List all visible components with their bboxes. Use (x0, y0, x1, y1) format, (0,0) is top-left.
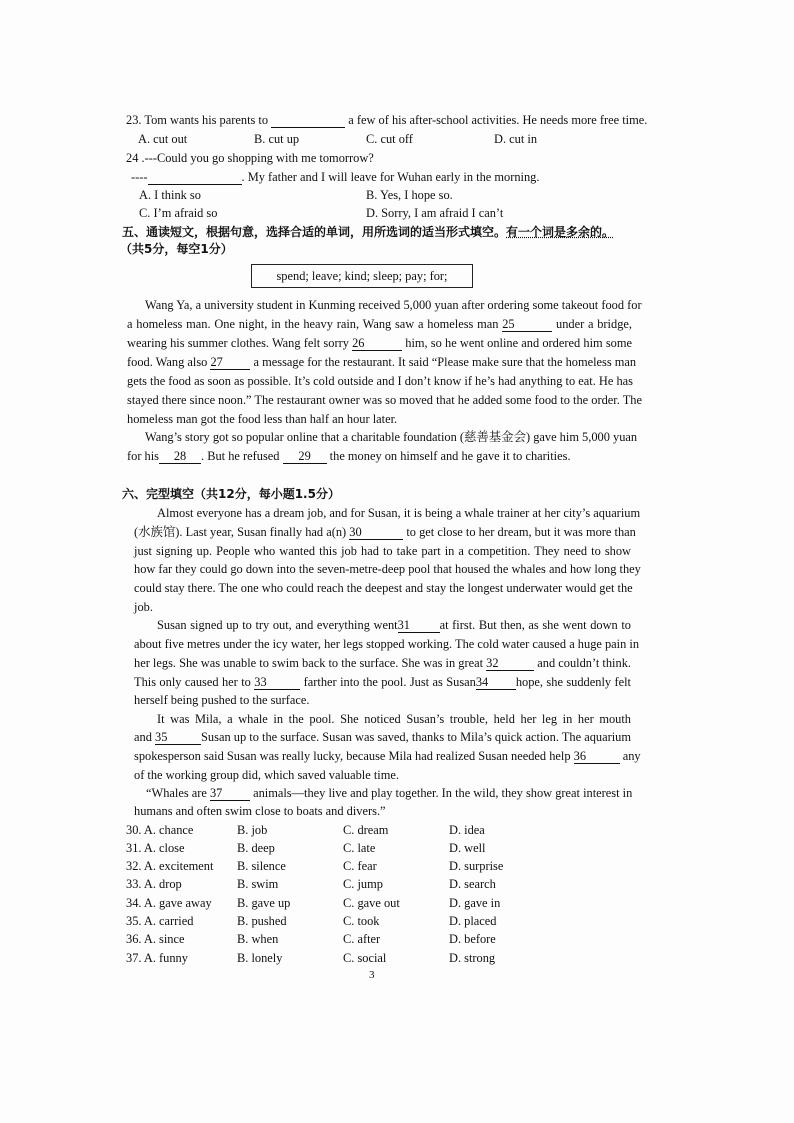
s5-p1-line2-b: under a bridge, (552, 317, 632, 331)
choice-36-c: C. after (343, 932, 381, 946)
q23-stem-a: 23. Tom wants his parents to (126, 113, 272, 127)
q23-option-b: B. cut up (254, 132, 300, 146)
choice-33-a: 33. A. drop (126, 877, 182, 891)
choice-36-a: 36. A. since (126, 932, 185, 946)
blank-35: 35 (155, 731, 201, 745)
s6-line13-a: and (134, 730, 156, 744)
choice-35-d: D. placed (449, 914, 497, 928)
s6-line11: herself being pushed to the surface. (134, 693, 310, 707)
s5-p1-line5: gets the food as soon as possible. It’s cold outside and I don’t know if he’s had anything to eat. He has (127, 374, 633, 388)
choice-30-b: B. job (237, 823, 268, 837)
s6-line16-b: animals—they live and play together. In the wild, they show great interest in (249, 786, 633, 800)
choice-31-a: 31. A. close (126, 841, 185, 855)
q24-reply-prefix: ---- (131, 170, 148, 184)
choice-32-a: 32. A. excitement (126, 859, 214, 873)
blank-30: 30 (349, 526, 403, 540)
q23-stem-b: a few of his after-school activities. He needs more free time. (345, 113, 648, 127)
s6-line10-c: hope, she suddenly felt (515, 675, 632, 689)
q24-reply (131, 169, 539, 185)
choice-30-c: C. dream (343, 823, 389, 837)
q24-option-a: A. I think so (139, 188, 201, 202)
s6-line4: how far they could go down into the seven-metre-deep pool that housed the whales and how long they (134, 562, 641, 576)
section5-score: （共5分，每空1分） (120, 242, 233, 256)
q23-blank (271, 114, 345, 128)
s5-p1-line2 (127, 316, 632, 332)
s6-line5: could stay there. The one who could reach the deepest and stay the longest underwater would get the (134, 581, 633, 595)
choice-32-d: D. surprise (449, 859, 504, 873)
choice-32-b: B. silence (237, 859, 286, 873)
choice-37-a: 37. A. funny (126, 951, 188, 965)
s5-p1-line2-a: a homeless man. One night, in the heavy rain, Wang saw a homeless man (127, 317, 503, 331)
s6-line1: Almost everyone has a dream job, and for Susan, it is being a whale trainer at her city’s aquarium (157, 506, 641, 520)
s6-line13 (134, 729, 631, 745)
blank-25: 25 (502, 318, 552, 332)
section5-heading-emphasis: 有一个词是多余的。 (506, 225, 615, 239)
blank-31: 31 (398, 619, 440, 633)
q24-option-b: B. Yes, I hope so. (366, 188, 453, 202)
s6-line12: It was Mila, a whale in the pool. She noticed Susan’s trouble, held her leg in her mouth (157, 712, 631, 726)
s5-p1-line3-a: wearing his summer clothes. Wang felt sorry (127, 336, 353, 350)
s6-line13-b: Susan up to the surface. Susan was saved, thanks to Mila’s quick action. The aquarium (201, 730, 631, 744)
section5-heading (122, 224, 614, 240)
q23-option-c: C. cut off (366, 132, 413, 146)
choice-35-b: B. pushed (237, 914, 287, 928)
blank-27: 27 (210, 356, 250, 370)
q24-option-d: D. Sorry, I am afraid I can’t (366, 206, 504, 220)
blank-34: 34 (476, 676, 516, 690)
s6-line10 (134, 674, 631, 690)
blank-29: 29 (283, 450, 327, 464)
s5-p1-line4-a: food. Wang also (127, 355, 211, 369)
word-box: spend; leave; kind; sleep; pay; for; (251, 264, 473, 288)
s6-line7-a: Susan signed up to try out, and everything went (157, 618, 398, 632)
s5-p1-line1: Wang Ya, a university student in Kunming received 5,000 yuan after ordering some takeout food for (145, 298, 642, 312)
s5-p2-line1: Wang’s story got so popular online that a charitable foundation (慈善基金会) gave him 5,000 yuan (145, 430, 638, 444)
choice-34-b: B. gave up (237, 896, 291, 910)
s5-p1-line7: homeless man got the food less than half an hour later. (127, 412, 398, 426)
s6-line10-b: farther into the pool. Just as Susan (300, 675, 476, 689)
s5-p1-line4-b: a message for the restaurant. It said “Please make sure that the homeless man (250, 355, 637, 369)
choice-33-c: C. jump (343, 877, 383, 891)
choice-32-c: C. fear (343, 859, 377, 873)
q24-stem: 24 .---Could you go shopping with me tomorrow? (126, 151, 374, 165)
choice-33-d: D. search (449, 877, 496, 891)
s6-line10-a: This only caused her to (134, 675, 255, 689)
s5-p2-line2-a: for his (127, 449, 160, 463)
s6-line14-b: any (619, 749, 641, 763)
s5-p1-line3 (127, 335, 632, 351)
q24-reply-rest: . My father and I will leave for Wuhan early in the morning. (241, 170, 540, 184)
section6-heading: 六、完型填空（共12分，每小题1.5分） (122, 487, 340, 501)
blank-32: 32 (486, 657, 534, 671)
page-number: 3 (369, 969, 375, 981)
s5-p2-line2-c: the money on himself and he gave it to charities. (326, 449, 571, 463)
s5-p2-line2-b: . But he refused (201, 449, 283, 463)
s5-p2-line2 (127, 448, 571, 464)
s5-p1-line6: stayed there since noon.” The restaurant owner was so moved that he added some food to the order. The (127, 393, 642, 407)
section5-heading-main: 五、通读短文，根据句意，选择合适的单词，用所选词的适当形式填空。 (122, 225, 507, 239)
s6-line6: job. (134, 600, 153, 614)
s6-line16-a: “Whales are (146, 786, 210, 800)
s6-line9 (134, 655, 631, 671)
choice-35-a: 35. A. carried (126, 914, 194, 928)
choice-31-c: C. late (343, 841, 376, 855)
q23-stem (126, 112, 647, 128)
s6-line7 (157, 617, 631, 633)
s6-line3: just signing up. People who wanted this job had to take part in a competition. They need to show (134, 544, 631, 558)
s6-line16 (146, 785, 631, 801)
q23-option-d: D. cut in (494, 132, 538, 146)
choice-35-c: C. took (343, 914, 380, 928)
s5-p1-line4 (127, 354, 637, 370)
s6-line14-a: spokesperson said Susan was really lucky, because Mila had realized Susan needed help (134, 749, 574, 763)
blank-37: 37 (210, 787, 250, 801)
choice-37-b: B. lonely (237, 951, 283, 965)
choice-30-a: 30. A. chance (126, 823, 194, 837)
s6-line15: of the working group did, which saved valuable time. (134, 768, 399, 782)
q23-option-a: A. cut out (138, 132, 188, 146)
s6-line2-a: (水族馆). Last year, Susan finally had a(n) (134, 525, 350, 539)
blank-28: 28 (159, 450, 201, 464)
s5-p1-line3-b: him, so he went online and ordered him some (402, 336, 632, 350)
s6-line9-b: and couldn’t think. (534, 656, 631, 670)
blank-33: 33 (254, 676, 300, 690)
choice-31-d: D. well (449, 841, 486, 855)
choice-33-b: B. swim (237, 877, 279, 891)
choice-37-c: C. social (343, 951, 387, 965)
s6-line2 (134, 524, 636, 540)
s6-line9-a: her legs. She was unable to swim back to the surface. She was in great (134, 656, 487, 670)
s6-line14 (134, 748, 641, 764)
choice-37-d: D. strong (449, 951, 496, 965)
s6-line8: about five metres under the icy water, her legs stopped working. The cold water caused a huge pain in (134, 637, 640, 651)
choice-34-a: 34. A. gave away (126, 896, 212, 910)
choice-31-b: B. deep (237, 841, 275, 855)
blank-36: 36 (574, 750, 620, 764)
choice-34-d: D. gave in (449, 896, 501, 910)
q24-blank (148, 171, 242, 185)
choice-36-d: D. before (449, 932, 496, 946)
s6-line2-b: to get close to her dream, but it was more than (403, 525, 636, 539)
s6-line7-b: at first. But then, as she went down to (439, 618, 631, 632)
q24-option-c: C. I’m afraid so (139, 206, 218, 220)
choice-30-d: D. idea (449, 823, 485, 837)
choice-34-c: C. gave out (343, 896, 400, 910)
blank-26: 26 (352, 337, 402, 351)
choice-36-b: B. when (237, 932, 279, 946)
s6-line17: humans and often swim close to boats and divers.” (134, 804, 386, 818)
